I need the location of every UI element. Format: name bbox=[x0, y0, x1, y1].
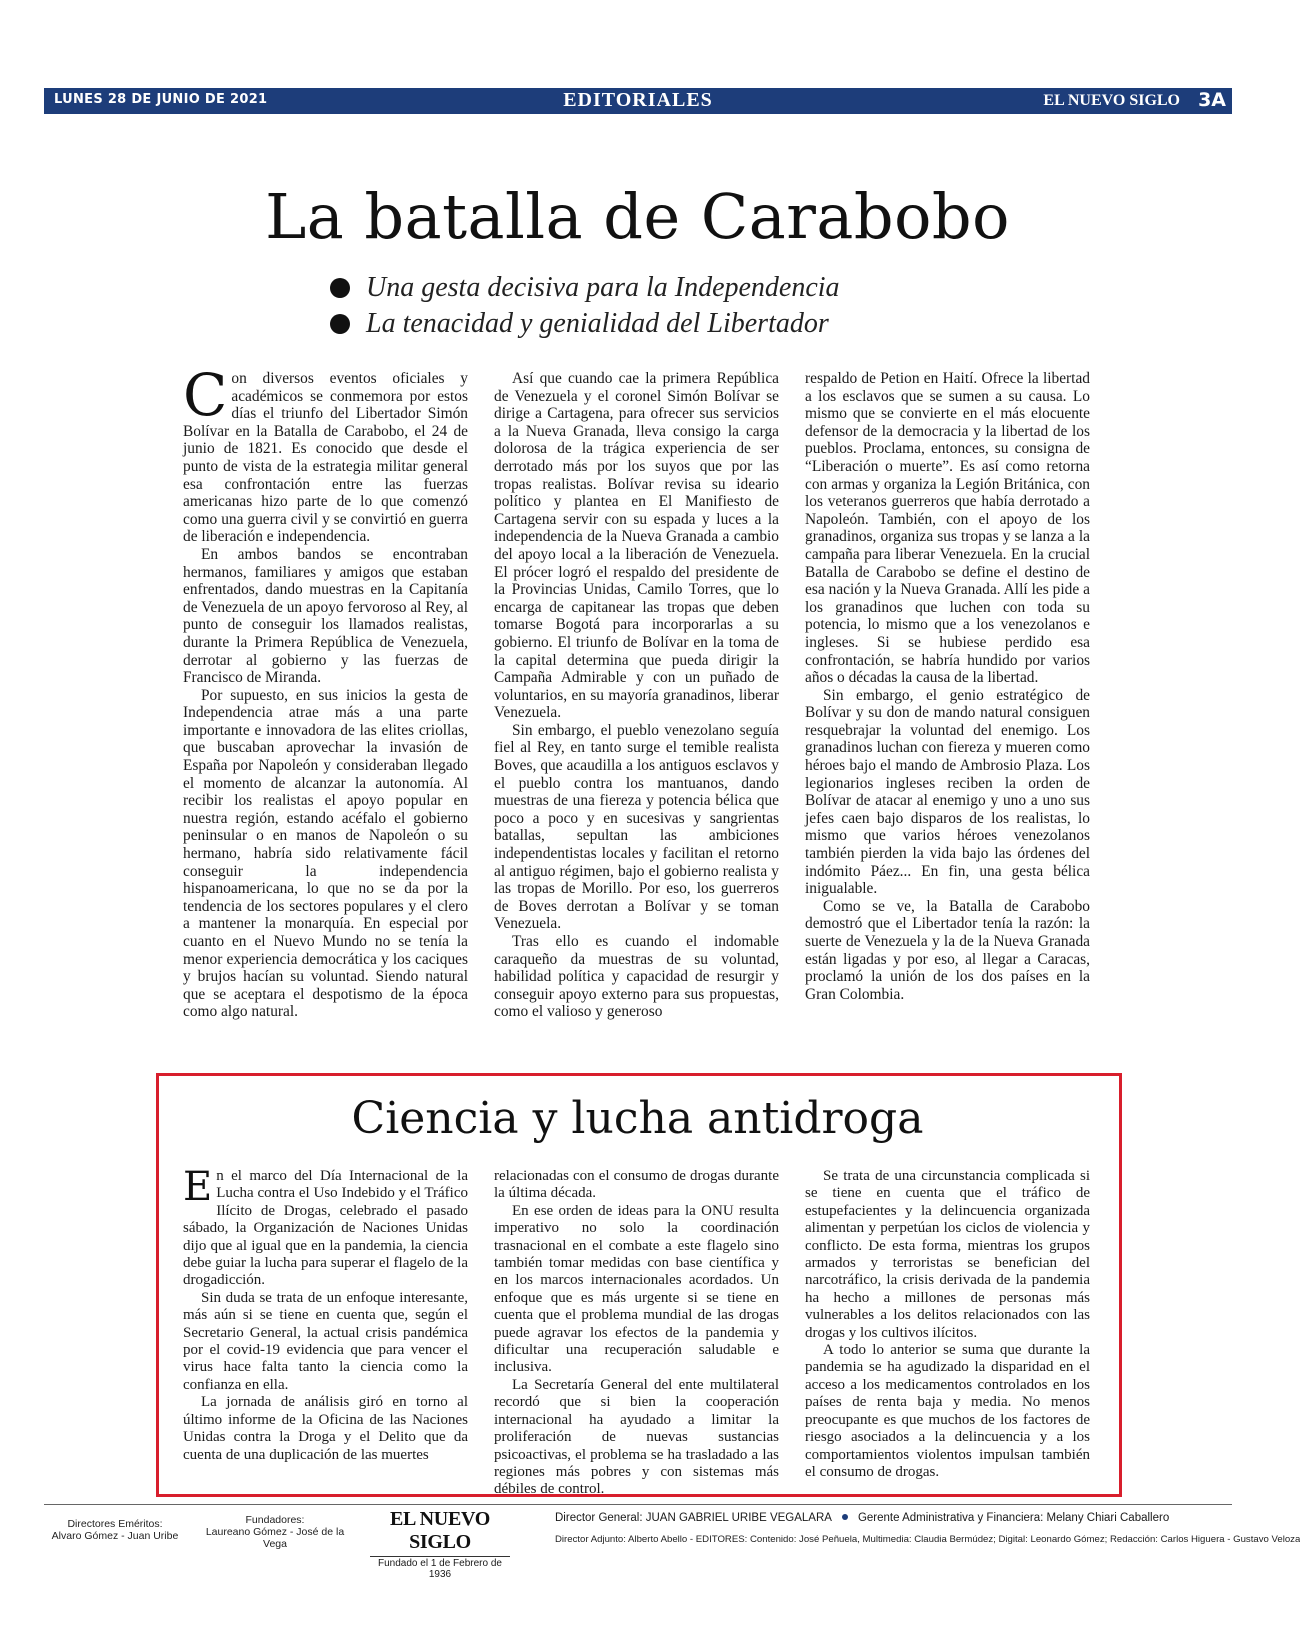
founders bbox=[200, 1514, 350, 1550]
deck-text: Una gesta decisiva para la Independencia bbox=[366, 272, 840, 303]
paragraph: Se trata de una circunstancia complicada si se tiene en cuenta que el tráfico de estupefacientes y la delincuencia organizada alimentan y perpetúan los ciclos de violencia y conflicto. De esta forma, mientras los grupos armados y terroristas se benefician del narcotráfico, la crisis derivada de la pandemia ha hecho a millones de personas más vulnerables a los delitos relacionados con las drogas y los cultivos ilícitos. bbox=[805, 1168, 1090, 1341]
separator-dot-icon bbox=[842, 1514, 848, 1520]
section-title: EDITORIALES bbox=[563, 89, 713, 111]
newspaper-name: EL NUEVO SIGLO bbox=[1043, 92, 1180, 109]
founders-names: Laureano Gómez - José de la Vega bbox=[205, 1526, 345, 1550]
article-decks bbox=[330, 270, 840, 342]
emeritus-label: Directores Eméritos: bbox=[67, 1518, 163, 1530]
founders-label: Fundadores: bbox=[245, 1514, 305, 1526]
footer-logo bbox=[370, 1508, 510, 1580]
article-column-3 bbox=[805, 1168, 1090, 1486]
deck-line bbox=[330, 306, 840, 342]
drop-cap: E bbox=[183, 1164, 213, 1210]
paragraph: Sin embargo, el genio estratégico de Bolívar y su don de mando natural consiguen resquebrajar la voluntad del enemigo. Los granadinos luchan con fiereza y mueren como héroes bajo el mando de Ambrosio Plaza. Los legionarios ingleses reciben la orden de Bolívar de atacar al enemigo y uno a uno sus jefes caen bajo disparos de los realistas, lo mismo que varios héroes venezolanos también pierden la vida bajo las órdenes del indómito Páez... En fin, una gesta bélica inigualable. bbox=[805, 686, 1090, 898]
page-number: 3A bbox=[1198, 89, 1226, 111]
paragraph-text: on diversos eventos oficiales y académicos se conmemora por estos días el triunfo del Libertador Simón Bolívar en la Batalla de Carabobo, el 24 de junio de 1821. Es conocido que desde el punto de vista de la estrategia militar general esa confrontación entre las fuerzas americanas hizo parte de lo que comenzó como una guerra civil y se convirtió en guerra de liberación e independencia. bbox=[183, 370, 468, 546]
article-column-1 bbox=[183, 1164, 468, 1486]
deck-text: La tenacidad y genialidad del Libertador bbox=[366, 308, 829, 339]
bullet-icon bbox=[330, 278, 350, 298]
paragraph: A todo lo anterior se suma que durante la pandemia se ha agudizado la disparidad en el acceso a los medicamentos controlados en los países de renta baja y media. No menos preocupante es que muchos de los factores de riesgo asociados a la delincuencia y a los comportamientos violentos impulsan también el consumo de drogas. bbox=[805, 1342, 1090, 1480]
paragraph: Así que cuando cae la primera República de Venezuela y el coronel Simón Bolívar se dirige a Cartagena, para ofrecer sus servicios a la Nueva Granada, lleva consigo la carga dolorosa de la trágica experiencia de ser derrotado más por los suyos que por las tropas realistas. Bolívar revisa su ideario político y plantea en El Manifiesto de Cartagena servir con su espada y luces a la independencia de la Nueva Granada a cambio del apoyo local a la liberación de Venezuela. El prócer logró el respaldo del presidente de la Provincias Unidas, Camilo Torres, que lo encarga de capitanear las tropas que deben tomarse Bogotá para incorporarlas a su gobierno. El triunfo de Bolívar en la toma de la capital determina que pueda dirigir la Campaña Admirable y con un puñado de voluntarios, en su mayoría granadinos, liberar Venezuela. bbox=[494, 370, 779, 722]
paragraph-text: n el marco del Día Internacional de la Lucha contra el Uso Indebido y el Tráfico Ilícito de Drogas, celebrado el pasado sábado, la Organización de Naciones Unidas dijo que al igual que en la pandemia, la ciencia debe guiar la lucha para superar el flagelo de la drogadicción. bbox=[183, 1168, 468, 1289]
emeritus-directors bbox=[50, 1518, 180, 1542]
paragraph: Sin embargo, el pueblo venezolano seguía fiel al Rey, en tanto surge el temible realista Boves, que acaudilla a los antiguos esclavos y el pueblo contra los mantuanos, dando muestras de una fiereza y potencia bélica que poco a poco y en sucesivas y sangrientas batallas, sepultan las ambiciones independentistas locales y facilitan el retorno al antiguo régimen, bajo el gobierno realista y las tropas de Morillo. Por eso, los guerreros de Boves derrotan a Bolívar y se toman Venezuela. bbox=[494, 721, 779, 933]
paragraph: La Secretaría General del ente multilateral recordó que si bien la cooperación internacional ha ayudado a limitar la proliferación de nuevas sustancias psicoactivas, el problema se ha trasladado a las regiones más pobres y con sistemas más débiles de control. bbox=[494, 1376, 779, 1498]
administrative-manager: Gerente Administrativa y Financiera: Melany Chiari Caballero bbox=[857, 1512, 1170, 1524]
paragraph: relacionadas con el consumo de drogas durante la última década. bbox=[494, 1168, 779, 1202]
paragraph bbox=[183, 361, 468, 546]
article-column-2 bbox=[494, 370, 779, 1062]
bullet-icon bbox=[330, 314, 350, 334]
article-column-1 bbox=[183, 361, 468, 1062]
emeritus-names: Alvaro Gómez - Juan Uribe bbox=[51, 1530, 179, 1542]
article-title: La batalla de Carabobo bbox=[265, 180, 1010, 253]
article-title: Ciencia y lucha antidroga bbox=[351, 1093, 924, 1144]
management-line bbox=[555, 1512, 1169, 1524]
paragraph: La jornada de análisis giró en torno al último informe de la Oficina de las Naciones Unidas contra la Droga y el Delito que da cuenta de una duplicación de las muertes bbox=[183, 1394, 468, 1463]
footer-divider bbox=[44, 1504, 1232, 1505]
paragraph: respaldo de Petion en Haití. Ofrece la libertad a los esclavos que se sumen a su causa. Lo mismo que se convierte en el más elocuente defensor de la democracia y la libertad de los pueblos. Proclama, entonces, su consigna de “Liberación o muerte”. Es así como retorna con armas y organiza la Legión Británica, con los veteranos guerreros que había derrotado a Napoleón. También, con el apoyo de los granadinos, organiza sus tropas y se lanza a la campaña para liberar Venezuela. En la crucial Batalla de Carabobo se define el destino de esa nación y la Nueva Granada. Allí les pide a los granadinos que luchen con toda su potencia, lo mismo que a los venezolanos e ingleses. Si se hubiese perdido esa confrontación, se habría hundido por varios años o décadas la causa de la libertad. bbox=[805, 370, 1090, 687]
header-bar bbox=[44, 88, 1232, 114]
paragraph: En ambos bandos se encontraban hermanos, familiares y amigos que estaban enfrentados, dando muestras en la Capitanía de Venezuela de un apoyo fervoroso al Rey, al punto de conseguir los llamados realistas, durante la Primera República de Venezuela, derrotar al gobierno y las fuerzas de Francisco de Miranda. bbox=[183, 545, 468, 687]
paragraph bbox=[183, 1164, 468, 1290]
logo-text: EL NUEVO SIGLO bbox=[389, 1508, 490, 1553]
paragraph: Tras ello es cuando el indomable caraqueño da muestras de su voluntad, habilidad política y capacidad de resurgir y conseguir apoyo externo para sus propuestas, como el valioso y generoso bbox=[494, 933, 779, 1021]
paragraph: Sin duda se trata de un enfoque interesante, más aún si se tiene en cuenta que, según el Secretario General, la actual crisis pandémica por el covid-19 evidencia que para vencer el virus hace falta tanto la ciencia como la confianza en ella. bbox=[183, 1289, 468, 1393]
director-general: Director General: JUAN GABRIEL URIBE VEGALARA bbox=[555, 1512, 832, 1524]
issue-date: LUNES 28 DE JUNIO DE 2021 bbox=[54, 92, 268, 107]
editorial-staff: Director Adjunto: Alberto Abello - EDITORES: Contenido: José Peñuela, Multimedia: Claudia Bermúdez; Digital: Leonardo Gómez; Redacción: Carlos Higuera - Gustavo Veloza bbox=[555, 1534, 1300, 1545]
founded-date: Fundado el 1 de Febrero de 1936 bbox=[370, 1556, 510, 1580]
article-column-3 bbox=[805, 370, 1090, 1062]
drop-cap: C bbox=[183, 361, 228, 429]
paragraph: Como se ve, la Batalla de Carabobo demostró que el Libertador tenía la razón: la suerte de Venezuela y la de la Nueva Granada están ligadas y por eso, al llegar a Caracas, proclamó la unión de los dos países en la Gran Colombia. bbox=[805, 897, 1090, 1003]
deck-line bbox=[330, 270, 840, 306]
paragraph: Por supuesto, en sus inicios la gesta de Independencia atrae más a una parte importante e innovadora de las elites criollas, que buscaban aprovechar la invasión de España por Napoleón y consideraban llegado el momento de alcanzar la autonomía. Al recibir los realistas el apoyo popular en nuestra región, estando acéfalo el gobierno peninsular o en manos de Napoleón o su hermano, habría sido relativamente fácil conseguir la independencia hispanoamericana, lo que no se da por la tendencia de los sectores populares y el clero a mantener la monarquía. En especial por cuanto en el Nuevo Mundo no se tenía la menor experiencia democrática y los caciques y brujos hacían su voluntad. Siendo natural que se aceptara el despotismo de la época como algo natural. bbox=[183, 686, 468, 1021]
paragraph: En ese orden de ideas para la ONU resulta imperativo no solo la coordinación trasnacional en el combate a este flagelo sino también tomar medidas con base científica y en los marcos internacionales acordados. Un enfoque que es más urgente si se tiene en cuenta que el problema mundial de las drogas puede agravar los efectos de la pandemia y dificultar una recuperación saludable e inclusiva. bbox=[494, 1202, 779, 1376]
article-column-2 bbox=[494, 1168, 779, 1498]
